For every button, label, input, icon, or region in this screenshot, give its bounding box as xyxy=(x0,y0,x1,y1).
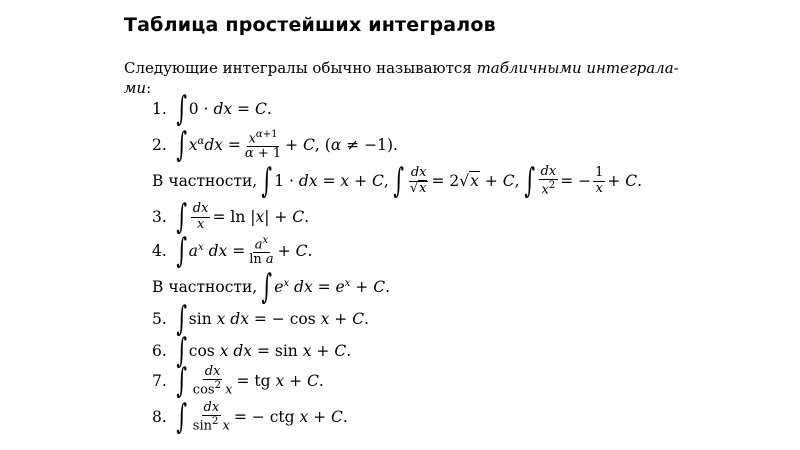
integral-sign: ∫ xyxy=(176,299,187,339)
integral-sign: ∫ xyxy=(261,267,273,307)
fraction: $\frac{dx}{x}$ xyxy=(192,201,209,232)
integral-sign: ∫ xyxy=(176,361,187,401)
formula-number: 3. xyxy=(152,208,167,226)
integral-sign: ∫ xyxy=(176,331,187,371)
fraction: $\frac{a^x}{\text{ln a}}$ xyxy=(249,234,274,268)
fraction: $\frac{dx}{√x}$ xyxy=(409,165,427,196)
formula-number: 5. xyxy=(152,310,167,328)
integral-sign: ∫ xyxy=(261,161,273,201)
fraction: $\frac{dx}{\sin^2 x}$ xyxy=(192,399,230,434)
formula-number: 6. xyxy=(152,342,167,360)
formula-number: 4. xyxy=(152,242,167,260)
integral-sign: ∫ xyxy=(523,161,535,201)
integral-formula-5: 5. ∫ sin x dx = − cos x + C. xyxy=(152,299,370,339)
integral-formula-7: 7. ∫ $\frac{dx}{\cos^2 x}$ = tg x + C. xyxy=(152,361,324,401)
integral-formula-1: 1. ∫ 0 · dx = C. xyxy=(152,89,272,129)
formula-number: 7. xyxy=(152,372,167,390)
fraction: $\frac{x^{\alpha+1}}{\alpha + 1}$ xyxy=(244,128,282,162)
in-particular-label: В частности, xyxy=(152,278,258,296)
fraction: $\frac{dx}{\cos^2 x}$ xyxy=(192,363,233,398)
integral-sign: ∫ xyxy=(176,231,187,271)
formula-number: 1. xyxy=(152,100,167,118)
integral-sign: ∫ xyxy=(176,125,187,165)
integral-sign: ∫ xyxy=(176,89,187,129)
in-particular-label: В частности, xyxy=(152,172,258,190)
intro-term: табличными интеграла- xyxy=(476,59,679,77)
integral-formula-3: 3. ∫ $\frac{dx}{x}$ = ln |x| + C. xyxy=(152,197,310,237)
intro-colon: : xyxy=(146,79,152,97)
integral-special-cases-1: В частности, ∫ 1 · dx = x + C, ∫ $\frac{dx}{√x}$ = 2√x + C, ∫ $\frac{dx}{x^2}$ = − $\frac{1}{x}$ + C. xyxy=(152,161,643,201)
intro-text: Следующие интегралы обычно называются xyxy=(124,59,477,77)
integral-formula-6: 6. ∫ cos x dx = sin x + C. xyxy=(152,331,352,371)
formula-number: 8. xyxy=(152,408,167,426)
fraction: $\frac{dx}{x^2}$ xyxy=(540,163,557,198)
integral-sign: ∫ xyxy=(176,397,187,437)
integral-formula-8: 8. ∫ $\frac{dx}{\sin^2 x}$ = − ctg x + C. xyxy=(152,397,348,437)
page-title: Таблица простейших интегралов xyxy=(124,14,496,36)
formula-number: 2. xyxy=(152,136,167,154)
intro-term-end: ми xyxy=(124,79,147,97)
integral-special-cases-2: В частности, ∫ $e^x$ dx = $e^x + C$. xyxy=(152,267,391,307)
integral-sign: ∫ xyxy=(393,161,404,201)
integral-formula-4: 4. ∫ $a^x$ dx = $\frac{a^x}{\text{ln a}}$ + C. xyxy=(152,231,313,271)
integral-formula-2: 2. ∫ $x^\alpha dx$ = $\frac{x^{\alpha+1}}{\alpha + 1}$ + C, (α ≠ −1). xyxy=(152,125,398,165)
fraction: $\frac{1}{x}$ xyxy=(595,165,604,196)
integral-sign: ∫ xyxy=(176,197,187,237)
